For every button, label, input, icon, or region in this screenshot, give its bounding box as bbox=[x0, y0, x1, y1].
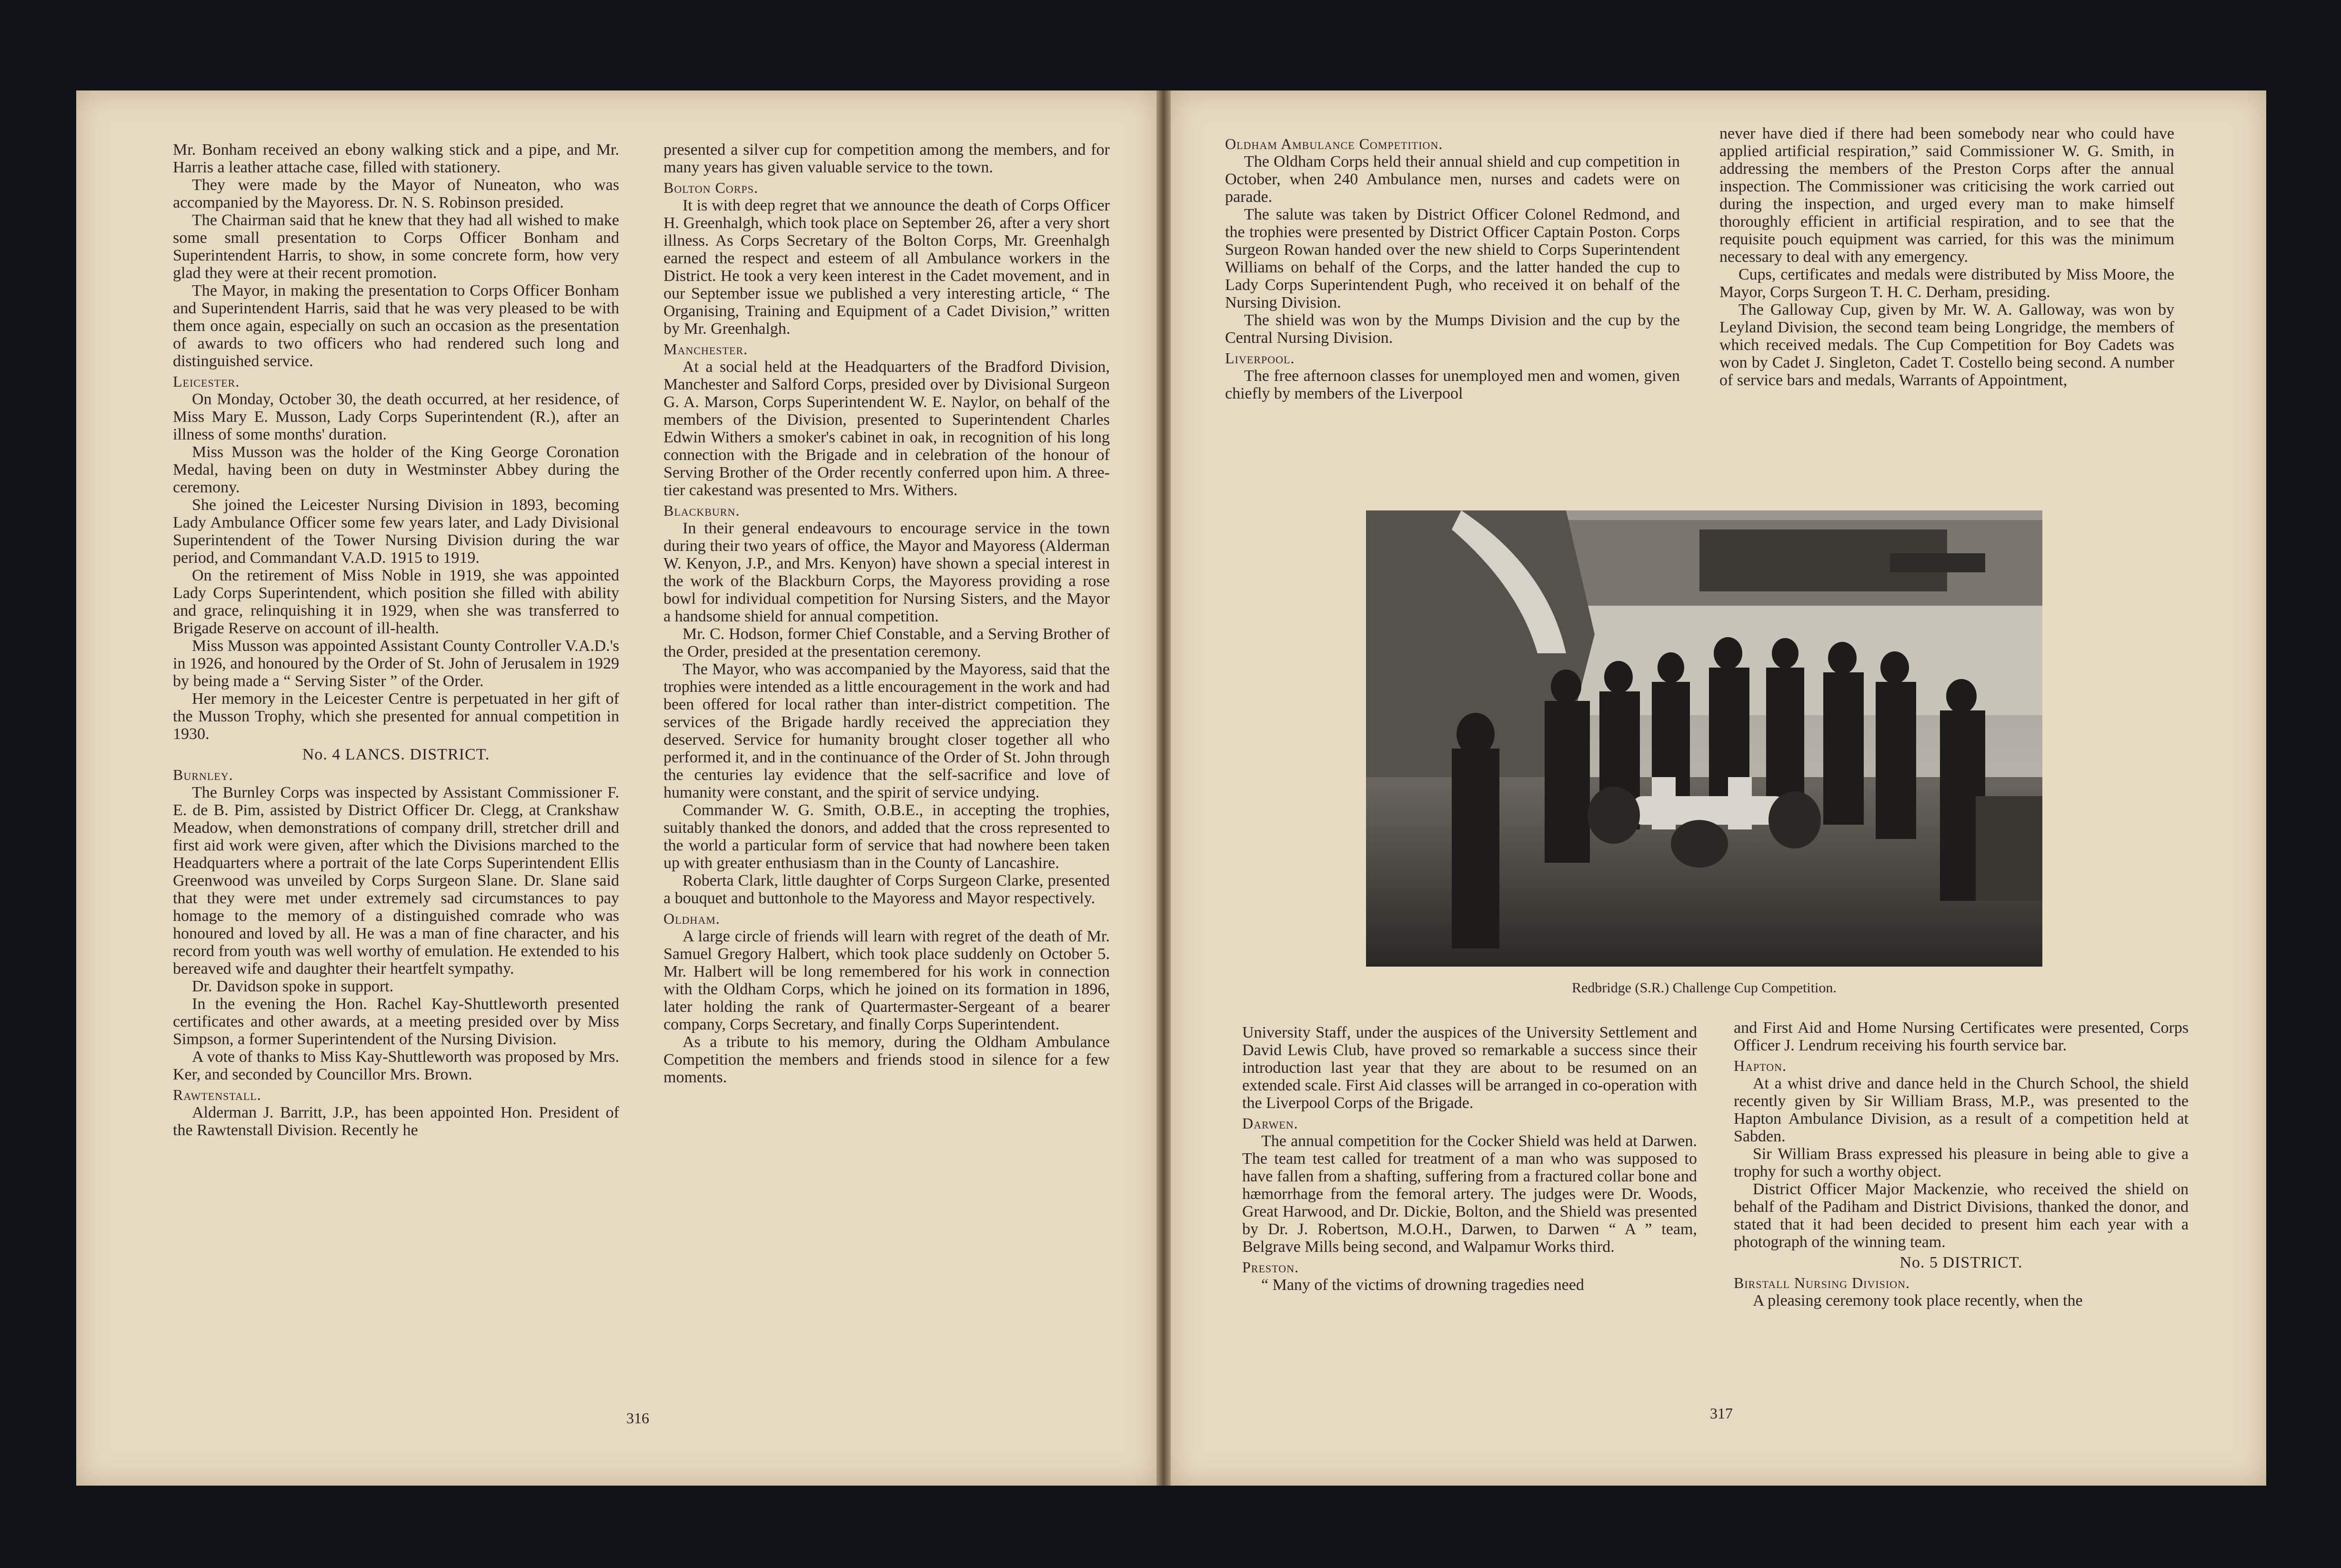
section-heading: Darwen. bbox=[1242, 1115, 1298, 1132]
paragraph: As a tribute to his memory, during the Oldham Ambulance Competition the members and friends stood in silence for a few moments. bbox=[663, 1033, 1110, 1086]
paragraph: Mr. C. Hodson, former Chief Constable, and a Serving Brother of the Order, presided at the presentation ceremony. bbox=[663, 625, 1110, 660]
left-page-column-1 bbox=[173, 141, 619, 1139]
paragraph: On the retirement of Miss Noble in 1919, she was appointed Lady Corps Superintendent, which position she filled with ability and grace, relinquishing it in 1929, when she was transferred to Brigade Reserve on account of ill-health. bbox=[173, 567, 619, 637]
paragraph: The Galloway Cup, given by Mr. W. A. Galloway, was won by Leyland Division, the second team being Longridge, the members of which received medals. The Cup Competition for Boy Cadets was won by Cadet J. Singleton, Cadet T. Costello being second. A number of service bars and medals, Warrants of Appointment, bbox=[1719, 301, 2174, 389]
paragraph: It is with deep regret that we announce the death of Corps Officer H. Greenhalgh, which took place on September 26, after a very short illness. As Corps Secretary of the Bolton Corps, Mr. Greenhalgh earned the respect and esteem of all Ambulance workers in the District. He took a very keen interest in the Cadet movement, and in our September issue we published a very interesting article, “ The Organising, Training and Equipment of a Cadet Division,” written by Mr. Greenhalgh. bbox=[663, 197, 1110, 338]
page-number-left: 316 bbox=[626, 1409, 649, 1427]
section-heading: Bolton Corps. bbox=[663, 179, 758, 196]
paragraph: District Officer Major Mackenzie, who received the shield on behalf of the Padiham and District Divisions, thanked the donor, and stated that it had been decided to present him each year with a photograph of the winning team. bbox=[1734, 1180, 2189, 1251]
district-heading: No. 4 LANCS. DISTRICT. bbox=[302, 746, 490, 763]
paragraph: Roberta Clark, little daughter of Corps Surgeon Clarke, presented a bouquet and buttonhole to the Mayoress and Mayor respectively. bbox=[663, 872, 1110, 907]
section-heading: Liverpool. bbox=[1225, 350, 1295, 367]
section-heading: Hapton. bbox=[1734, 1057, 1787, 1074]
left-page-column-2 bbox=[663, 141, 1110, 1086]
section-heading: Oldham Ambulance Competition. bbox=[1225, 135, 1443, 152]
paragraph: The Burnley Corps was inspected by Assistant Commissioner F. E. de B. Pim, assisted by District Officer Dr. Clegg, at Crankshaw Meadow, when demonstrations of company drill, stretcher drill and first aid work were given, after which the Divisions marched to the Headquarters where a portrait of the late Corps Superintendent Ellis Greenwood was unveiled by Corps Surgeon Slane. Dr. Slane said that they were met under extremely sad circumstances to pay homage to the memory of a distinguished comrade who was honoured and loved by all. He was a man of fine character, and his record from youth was well worthy of emulation. He extended to his bereaved wife and daughter their heartfelt sympathy. bbox=[173, 784, 619, 978]
paragraph: At a social held at the Headquarters of the Bradford Division, Manchester and Salford Corps, presided over by Divisional Surgeon G. A. Marson, Corps Superintendent W. E. Naylor, on behalf of the members of the Division, presented to Superintendent Charles Edwin Withers a smoker's cabinet in oak, in recognition of his long connection with the Brigade and in celebration of the honour of Serving Brother of the Order recently conferred upon him. A three-tier cakestand was presented to Mrs. Withers. bbox=[663, 358, 1110, 499]
paragraph: never have died if there had been somebody near who could have applied artificial respiration,” said Commissioner W. G. Smith, in addressing the members of the Preston Corps after the annual inspection. The Commissioner was criticising the work carried out during the inspection, and urged every man to make himself thoroughly efficient in artificial respiration, and to see that the requisite pouch equipment was carried, for this was the minimum necessary to deal with any emergency. bbox=[1719, 125, 2174, 266]
paragraph: The salute was taken by District Officer Colonel Redmond, and the trophies were presented by District Officer Captain Poston. Corps Surgeon Rowan handed over the new shield to Corps Superintendent Williams on behalf of the Corps, and the latter handed the cup to Lady Corps Superintendent Pugh, who received it on behalf of the Nursing Division. bbox=[1225, 206, 1680, 311]
right-page-column-2-top bbox=[1719, 125, 2174, 389]
section-heading: Oldham. bbox=[663, 910, 720, 927]
right-page-column-1-bottom bbox=[1242, 1024, 1697, 1294]
paragraph: The Mayor, in making the presentation to Corps Officer Bonham and Superintendent Harris, said that he was very pleased to be with them once again, especially on such an occasion as the presentation of awards to two officers who had rendered such long and distinguished service. bbox=[173, 282, 619, 370]
book-gutter bbox=[1156, 90, 1171, 1486]
paragraph: “ Many of the victims of drowning tragedies need bbox=[1261, 1276, 1584, 1294]
paragraph: The Mayor, who was accompanied by the Mayoress, said that the trophies were intended as a little encouragement in the work and had been offered for local rather than inter-district competition. The services of the Brigade hardly received the appreciation they deserved. Service for humanity brought closer together all who performed it, and in the continuance of the Order of St. John through the centuries lay evidence that the self-sacrifice and love of humanity were constant, and the spirit of service undying. bbox=[663, 660, 1110, 801]
photo-caption: Redbridge (S.R.) Challenge Cup Competition. bbox=[1572, 980, 1837, 996]
section-heading: Preston. bbox=[1242, 1258, 1299, 1276]
district-heading: No. 5 DISTRICT. bbox=[1899, 1254, 2023, 1271]
paragraph: She joined the Leicester Nursing Division in 1893, becoming Lady Ambulance Officer some few years later, and Lady Divisional Superintendent of the Tower Nursing Division during the war period, and Commandant V.A.D. 1915 to 1919. bbox=[173, 496, 619, 567]
paragraph: The Oldham Corps held their annual shield and cup competition in October, when 240 Ambulance men, nurses and cadets were on parade. bbox=[1225, 153, 1680, 206]
competition-photo-image bbox=[1366, 510, 2042, 967]
paragraph: Cups, certificates and medals were distributed by Miss Moore, the Mayor, Corps Surgeon T. H. C. Derham, presiding. bbox=[1719, 266, 2174, 301]
paragraph: A large circle of friends will learn with regret of the death of Mr. Samuel Gregory Halbert, which took place suddenly on October 5. Mr. Halbert will be long remembered for his work in connection with the Oldham Corps, which he joined on its formation in 1896, later holding the rank of Quartermaster-Sergeant of a bearer company, Corps Secretary, and finally Corps Superintendent. bbox=[663, 928, 1110, 1033]
section-heading: Blackburn. bbox=[663, 502, 740, 519]
paragraph: At a whist drive and dance held in the Church School, the shield recently given by Sir William Brass, M.P., was presented to the Hapton Ambulance Division, as a result of a competition held at Sabden. bbox=[1734, 1075, 2189, 1145]
section-heading: Rawtenstall. bbox=[173, 1086, 261, 1103]
right-page-column-1-top bbox=[1225, 132, 1680, 402]
paragraph: In the evening the Hon. Rachel Kay-Shuttleworth presented certificates and other awards, at a meeting presided over by Miss Simpson, a former Superintendent of the Nursing Division. bbox=[173, 995, 619, 1048]
competition-photo bbox=[1366, 510, 2042, 967]
paragraph: On Monday, October 30, the death occurred, at her residence, of Miss Mary E. Musson, Lady Corps Superintendent (R.), after an illness of some months' duration. bbox=[173, 390, 619, 443]
section-heading: Manchester. bbox=[663, 340, 748, 358]
paragraph: Alderman J. Barritt, J.P., has been appointed Hon. President of the Rawtenstall Division. Recently he bbox=[173, 1104, 619, 1139]
section-heading: Birstall Nursing Division. bbox=[1734, 1274, 1910, 1291]
paragraph: A pleasing ceremony took place recently, when the bbox=[1753, 1292, 2083, 1309]
paragraph: Her memory in the Leicester Centre is perpetuated in her gift of the Musson Trophy, which she presented for annual competition in 1930. bbox=[173, 690, 619, 743]
paragraph: Commander W. G. Smith, O.B.E., in accepting the trophies, suitably thanked the donors, and added that the cross represented to the world a particular form of service that had nowhere been taken up with greater enthusiasm than in the County of Lancashire. bbox=[663, 801, 1110, 872]
paragraph: presented a silver cup for competition among the members, and for many years has given valuable service to the town. bbox=[663, 141, 1110, 176]
paragraph: Mr. Bonham received an ebony walking stick and a pipe, and Mr. Harris a leather attache case, filled with stationery. bbox=[173, 141, 619, 176]
paragraph: Dr. Davidson spoke in support. bbox=[192, 978, 394, 995]
right-page-column-2-bottom bbox=[1734, 1019, 2189, 1309]
page-number-right: 317 bbox=[1710, 1405, 1733, 1422]
paragraph: Sir William Brass expressed his pleasure in being able to give a trophy for such a worthy object. bbox=[1734, 1145, 2189, 1180]
paragraph: Miss Musson was the holder of the King George Coronation Medal, having been on duty in Westminster Abbey during the ceremony. bbox=[173, 443, 619, 496]
paragraph: and First Aid and Home Nursing Certificates were presented, Corps Officer J. Lendrum receiving his fourth service bar. bbox=[1734, 1019, 2189, 1054]
paragraph: A vote of thanks to Miss Kay-Shuttleworth was proposed by Mrs. Ker, and seconded by Councillor Mrs. Brown. bbox=[173, 1048, 619, 1083]
paragraph: The free afternoon classes for unemployed men and women, given chiefly by members of the Liverpool bbox=[1225, 367, 1680, 402]
paragraph: They were made by the Mayor of Nuneaton, who was accompanied by the Mayoress. Dr. N. S. Robinson presided. bbox=[173, 176, 619, 211]
paragraph: In their general endeavours to encourage service in the town during their two years of office, the Mayor and Mayoress (Alderman W. Kenyon, J.P., and Mrs. Kenyon) have shown a special interest in the work of the Blackburn Corps, the Mayoress providing a rose bowl for individual competition for Nursing Sisters, and the Mayor a handsome shield for annual competition. bbox=[663, 519, 1110, 625]
paragraph: Miss Musson was appointed Assistant County Controller V.A.D.'s in 1926, and honoured by the Order of St. John of Jerusalem in 1929 by being made a “ Serving Sister ” of the Order. bbox=[173, 637, 619, 690]
paragraph: The shield was won by the Mumps Division and the cup by the Central Nursing Division. bbox=[1225, 311, 1680, 347]
section-heading: Burnley. bbox=[173, 766, 233, 783]
section-heading: Leicester. bbox=[173, 373, 240, 390]
paragraph: University Staff, under the auspices of the University Settlement and David Lewis Club, have proved so remarkable a success since their introduction last year that they are about to be resumed on an extended scale. First Aid classes will be arranged in co-operation with the Liverpool Corps of the Brigade. bbox=[1242, 1024, 1697, 1112]
paragraph: The Chairman said that he knew that they had all wished to make some small presentation to Corps Officer Bonham and Superintendent Harris, to show, in some concrete form, how very glad they were at their recent promotion. bbox=[173, 211, 619, 282]
paragraph: The annual competition for the Cocker Shield was held at Darwen. The team test called for treatment of a man who was supposed to have fallen from a shafting, suffering from a fractured collar bone and hæmorrhage from the femoral artery. The judges were Dr. Woods, Great Harwood, and Dr. Dickie, Bolton, and the Shield was presented by Dr. J. Robertson, M.O.H., Darwen, to Darwen “ A ” team, Belgrave Mills being second, and Walpamur Works third. bbox=[1242, 1132, 1697, 1256]
